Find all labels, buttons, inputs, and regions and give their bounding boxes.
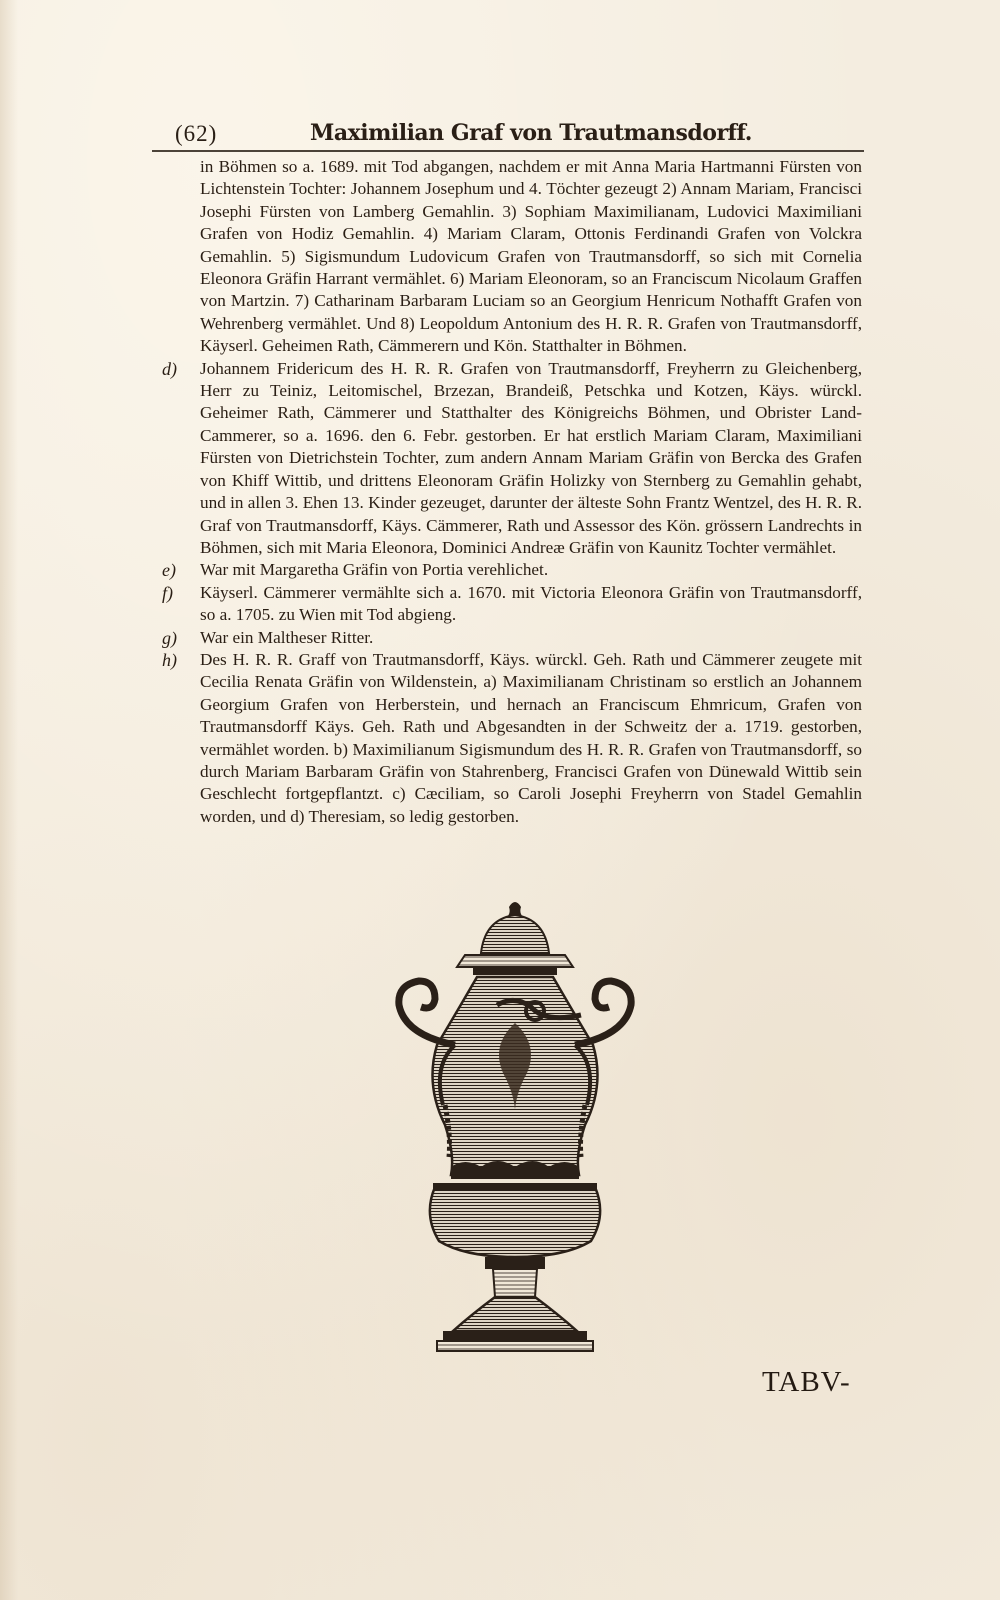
page-number: (62) <box>175 121 218 146</box>
note-marker: d) <box>162 358 177 379</box>
note-e <box>162 559 862 581</box>
note-text: Des H. R. R. Graff von Trautmansdorff, Käys. würckl. Geh. Rath und Cämmerer zeugete mit Cecilia Renata Gräfin von Wildenstein, a) Maximilianam Christinam so erstlich an Johannem Georgium Grafen von Herberstein, und hernach an Franciscum Ehmricum, Grafen von Trautmansdorff Käys. Geh. Rath und Abgesandten in der Schweitz der a. 1719. gestorben, vermählet worden. b) Maximilianum Sigismundum des H. R. R. Grafen von Trautmansdorff, so durch Mariam Barbaram Gräfin von Stahrenberg, Francisci Grafen von Dünewald Wittib sein Geschlecht fortgepflantzt. c) Cæciliam, so Caroli Josephi Freyherrn von Stadel Gemahlin worden, und d) Theresiam, so ledig gestorben. <box>200 649 862 826</box>
note-text: War ein Maltheser Ritter. <box>200 627 374 647</box>
header-rule <box>152 150 864 152</box>
note-marker: f) <box>162 582 173 603</box>
note-marker: h) <box>162 649 177 670</box>
urn-woodcut-illustration <box>385 895 645 1355</box>
note-text: Johannem Fridericum des H. R. R. Grafen von Trautmansdorff, Freyherrn zu Gleichenberg, Herr zu Teiniz, Leitomischel, Brzezan, Brandeiß, Petschka und Kotzen, Käys. würckl. Geheimer Rath, Cämmerer und Statthalter des Königreichs Böhmen, und Obrister Land-Cammerer, so a. 1696. den 6. Febr. gestorben. Er hat erstlich Mariam Claram, Maximiliani Fürsten von Dietrichstein Tochter, zum andern Annam Mariam Gräfin von Bercka des Grafen von Khiff Wittib, und drittens Eleonoram Gräfin Holizky von Sternberg zu Gemahlin gehabt, und in allen 3. Ehen 13. Kinder gezeuget, darunter der älteste Sohn Frantz Wentzel, des H. R. R. Graf von Trautmansdorff, Käys. Cämmerer, Rath und Assessor des Kön. grössern Landrechts in Böhmen, sich mit Maria Eleonora, Dominici Andreæ Gräfin von Kaunitz Tochter vermählet. <box>200 358 862 557</box>
note-marker: g) <box>162 627 177 648</box>
note-d <box>162 358 862 560</box>
page-edge-shadow <box>0 0 18 1600</box>
note-text: Käyserl. Cämmerer vermählte sich a. 1670. mit Victoria Eleonora Gräfin von Trautmansdorff, so a. 1705. zu Wien mit Tod abgieng. <box>200 582 862 625</box>
running-title: Maximilian Graf von Trautmansdorff. <box>310 120 752 146</box>
note-marker: e) <box>162 560 176 581</box>
body-text <box>162 156 862 828</box>
page-header <box>170 121 860 153</box>
continuation-paragraph: in Böhmen so a. 1689. mit Tod abgangen, nachdem er mit Anna Maria Hartmanni Fürsten von Lichtenstein Tochter: Johannem Josephum und 4. Töchter gezeugt 2) Annam Mariam, Francisci Josephi Fürsten von Lamberg Gemahlin. 3) Sophiam Maximilianam, Ludovici Maximiliani Grafen von Hodiz Gemahlin. 4) Mariam Claram, Ottonis Ferdinandi Grafen von Volckra Gemahlin. 5) Sigismundum Ludovicum Grafen von Trautmansdorff, so sich mit Cornelia Eleonora Gräfin Harrant vermählet. 6) Mariam Eleonoram, so an Franciscum Nicolaum Graffen von Martzin. 7) Catharinam Barbaram Luciam so an Georgium Henricum Nothafft Grafen von Wehrenberg vermählet. Und 8) Leopoldum Antonium des H. R. R. Grafen von Trautmansdorff, Käyserl. Geheimen Rath, Cämmerern und Kön. Statthalter in Böhmen. <box>200 157 862 356</box>
note-h <box>162 649 862 828</box>
catchword: TABV- <box>762 1366 851 1398</box>
note-g <box>162 627 862 649</box>
urn-icon <box>385 895 645 1355</box>
note-f <box>162 582 862 627</box>
note-text: War mit Margaretha Gräfin von Portia verehlichet. <box>200 560 549 580</box>
